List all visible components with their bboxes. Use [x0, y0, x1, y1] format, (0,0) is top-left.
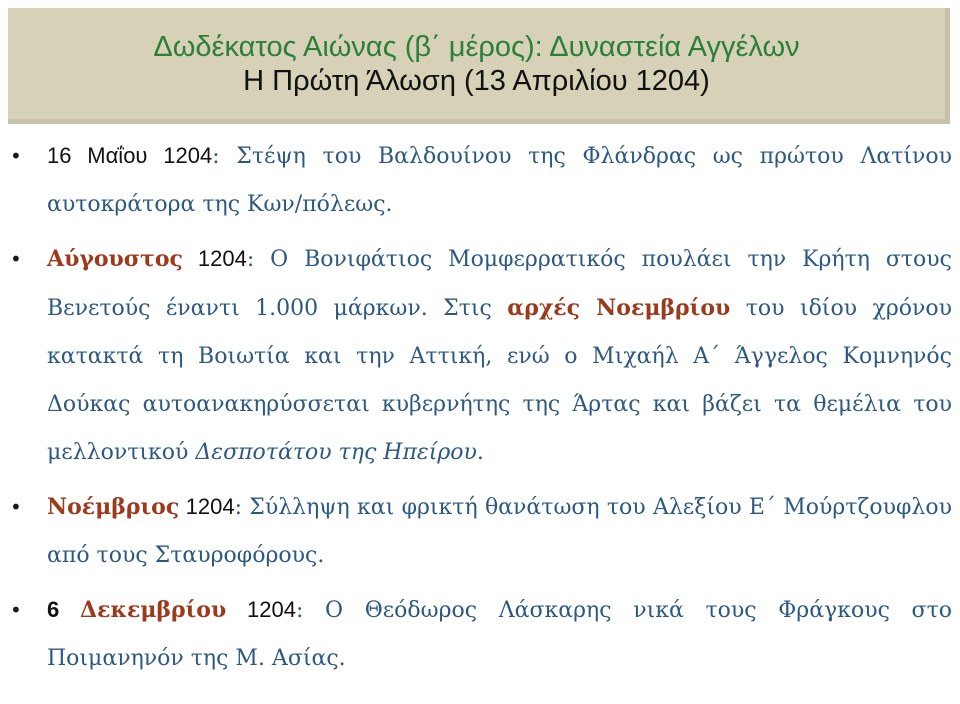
- bullet-2-text-1: : Ο Βονιφάτιος Μομφερρατικός πουλάει την Κρήτη στους Βενετούς έναντι 1.000 μάρκων. Στις: [47, 247, 952, 321]
- bullet-list: [0, 132, 960, 683]
- bullet-3-date-word: Νοέμβριος: [47, 494, 180, 520]
- bullet-2-date-word: Αύγουστος: [47, 246, 183, 272]
- bullet-3-text: : Σύλληψη και φρικτή θανάτωση του Αλεξίου Ε΄ Μούρτζουφλου από τους Σταυροφόρους.: [47, 495, 952, 568]
- bullet-2-highlight: αρχές Νοεμβρίου: [507, 295, 731, 321]
- bullet-3-date-num: 1204: [179, 494, 235, 519]
- bullet-4-date-num-pre: 6: [47, 597, 81, 622]
- bullet-1-text: : Στέψη του Βαλδουίνου της Φλάνδρας ως πρώτου Λατίνου αυτοκράτορα της Κων/πόλεως.: [47, 144, 953, 217]
- bullet-1-date: 16 Μαΐου 1204: [47, 143, 213, 168]
- bullet-4-text: : Ο Θεόδωρος Λάσκαρης νικά τους Φράγκους στο Ποιμανηνόν της Μ. Ασίας.: [47, 598, 952, 671]
- bullet-2-text-2: του ιδίου χρόνου κατακτά τη Βοιωτία και την Αττική, ενώ ο Μιχαήλ Α΄ Άγγελος Κομνηνός Δούκας αυτοανακηρύσσεται κυβερνήτης της Άρτας και βάζει τα θεμέλια του μελλοντικού: [47, 296, 953, 465]
- title-box: [8, 8, 950, 124]
- page-subtitle: Η Πρώτη Άλωση (13 Απριλίου 1204): [243, 65, 710, 97]
- bullet-2-date-num: 1204: [182, 246, 247, 271]
- bullet-4-date-num: 1204: [226, 597, 296, 622]
- bullet-2-text-3: .: [476, 440, 484, 465]
- bullet-item-3: [47, 483, 952, 580]
- bullet-item-2: [47, 235, 952, 477]
- bullet-2-italic: Δεσποτάτου της Ηπείρου: [195, 440, 477, 465]
- bullet-item-4: [47, 586, 952, 683]
- bullet-item-1: [47, 132, 952, 229]
- bullet-4-date-word: Δεκεμβρίου: [80, 597, 227, 623]
- page-title: Δωδέκατος Αιώνας (β΄ μέρος): Δυναστεία Αγγέλων: [153, 31, 800, 63]
